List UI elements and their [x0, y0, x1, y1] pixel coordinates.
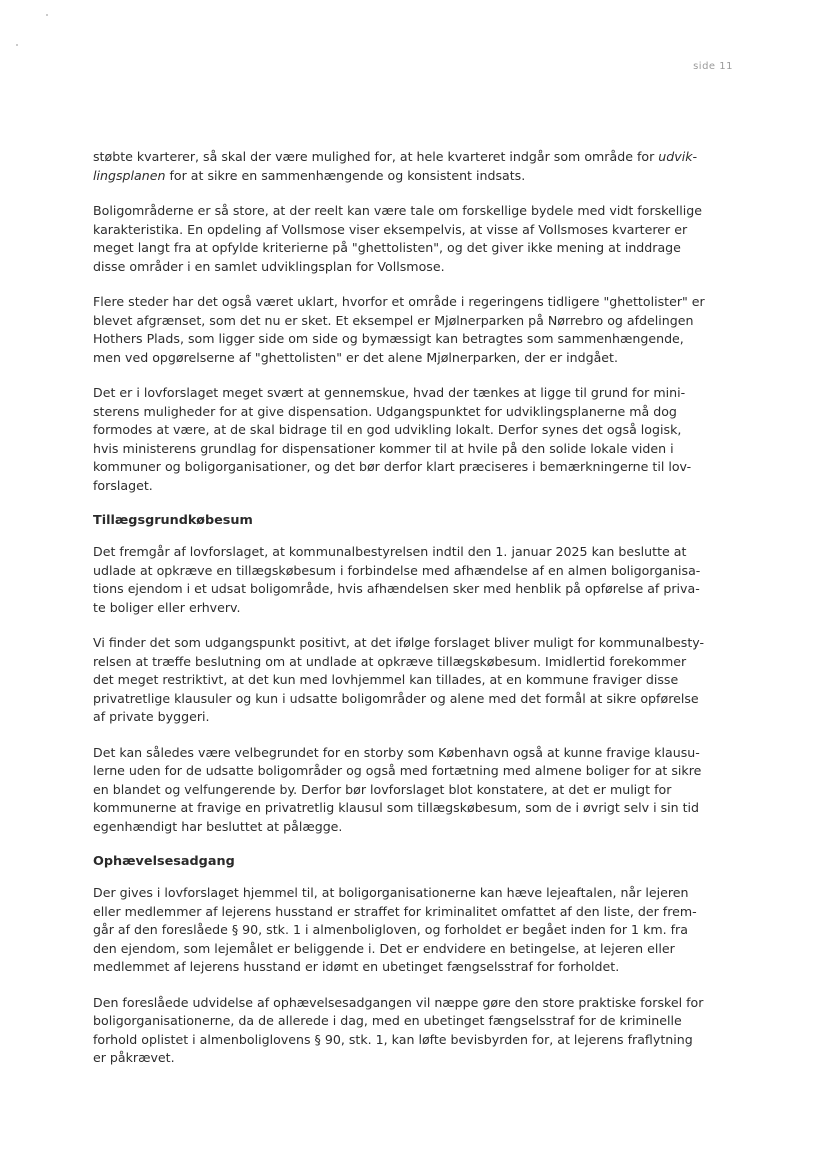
paragraph: [93, 148, 733, 185]
text-line: blevet afgrænset, som det nu er sket. Et eksempel er Mjølnerparken på Nørrebro og afdelingen: [93, 312, 694, 328]
text-line: Det fremgår af lovforslaget, at kommunalbestyrelsen indtil den 1. januar 2025 kan beslutte at: [93, 544, 687, 559]
text-line: forhold oplistet i almenboliglovens § 90, stk. 1, kan løfte bevisbyrden for, at lejerens fraflytning: [93, 1031, 693, 1047]
text-line: Det er i lovforslaget meget svært at gennemskue, hvad der tænkes at ligge til grund for mini-: [93, 385, 686, 400]
text-line: Det kan således være velbegrundet for en storby som København også at kunne fravige klausu-: [93, 744, 700, 760]
paragraph: [93, 634, 733, 727]
text-line: af private byggeri.: [93, 709, 210, 724]
text-line: formodes at være, at de skal bidrage til en god udvikling lokalt. Derfor synes det også logisk,: [93, 422, 682, 437]
text-line: medlemmet af lejerens husstand er idømt en ubetinget fængselsstraf for forholdet.: [93, 959, 620, 974]
text-line: kommuner og boligorganisationer, og det bør derfor klart præciseres i bemærkningerne til lov-: [93, 459, 692, 474]
text-line: den ejendom, som lejemålet er beliggende i. Det er endvidere en betingelse, at lejeren eller: [93, 940, 675, 956]
text-line: eller medlemmer af lejerens husstand er straffet for kriminalitet omfattet af den liste, der frem-: [93, 903, 697, 919]
text-line: te boliger eller erhverv.: [93, 599, 241, 615]
text-line: er påkrævet.: [93, 1050, 175, 1065]
italic-term: udvik-: [658, 149, 698, 164]
text-line: relsen at træffe beslutning om at undlade at opkræve tillægskøbesum. Imidlertid forekommer: [93, 653, 687, 669]
text-line: tions ejendom i et udsat boligområde, hvis afhændelsen sker med henblik på opførelse af priva-: [93, 581, 700, 596]
text-line: en blandet og velfungerende by. Derfor bør lovforslaget blot konstatere, at det er muligt for: [93, 781, 672, 797]
text-line: kommunerne at fravige en privatretlig klausul som tillægskøbesum, som de i øvrigt selv i sin tid: [93, 800, 700, 815]
text-line: lingsplanen for at sikre en sammenhængende og konsistent indsats.: [93, 167, 526, 183]
text-line: boligorganisationerne, da de allerede i dag, med en ubetinget fængselsstraf for de kriminelle: [93, 1013, 682, 1028]
text-line: meget langt fra at opfylde kriterierne på "ghettolisten", og det giver ikke mening at inddrage: [93, 240, 681, 255]
paragraph: [93, 884, 733, 977]
paragraph: [93, 202, 733, 276]
text-line: disse områder i en samlet udviklingsplan for Vollsmose.: [93, 258, 445, 274]
text-line: men ved opgørelserne af "ghettolisten" er det alene Mjølnerparken, der er indgået.: [93, 349, 619, 365]
text-line: Hothers Plads, som ligger side om side og bymæssigt kan betragtes som sammenhængende,: [93, 331, 684, 346]
text-line: Der gives i lovforslaget hjemmel til, at boligorganisationerne kan hæve lejeaftalen, når lejeren: [93, 885, 689, 900]
text-line: udlade at opkræve en tillægskøbesum i forbindelse med afhændelse af en almen boligorganisa-: [93, 562, 701, 578]
text-line: Vi finder det som udgangspunkt positivt, at det ifølge forslaget bliver muligt for kommunalbesty-: [93, 635, 705, 650]
text-line: forslaget.: [93, 477, 153, 493]
text-line: det meget restriktivt, at det kun med lovhjemmel kan tillades, at en kommune fraviger disse: [93, 672, 679, 687]
section-heading: Tillægsgrundkøbesum: [93, 513, 253, 528]
scan-speck: [46, 14, 48, 16]
paragraph: [93, 543, 733, 617]
page-number: side 11: [693, 61, 733, 72]
text-line: Flere steder har det også været uklart, hvorfor et område i regeringens tidligere "ghettolister" er: [93, 294, 705, 309]
text-line: sterens muligheder for at give dispensation. Udgangspunktet for udviklingsplanerne må dog: [93, 403, 677, 419]
section-heading: Ophævelsesadgang: [93, 854, 235, 869]
paragraph: [93, 293, 733, 367]
text-line: karakteristika. En opdeling af Vollsmose viser eksempelvis, at visse af Vollsmoses kvarterer er: [93, 221, 688, 237]
text-line: går af den foreslåede § 90, stk. 1 i almenboligloven, og forholdet er begået inden for 1 km. fra: [93, 922, 688, 937]
text-line: Boligområderne er så store, at der reelt kan være tale om forskellige bydele med vidt forskellige: [93, 203, 703, 218]
text-line: egenhændigt har besluttet at pålægge.: [93, 818, 343, 834]
text-line: Den foreslåede udvidelse af ophævelsesadgangen vil næppe gøre den store praktiske forskel for: [93, 994, 704, 1010]
text-line: støbte kvarterer, så skal der være mulighed for, at hele kvarteret indgår som område for udvik-: [93, 149, 698, 164]
paragraph: [93, 994, 733, 1068]
text-line: privatretlige klausuler og kun i udsatte boligområder og alene med det formål at sikre opførelse: [93, 690, 699, 706]
text-line: lerne uden for de udsatte boligområder og også med fortætning med almene boliger for at sikre: [93, 763, 702, 778]
scan-speck: [16, 44, 18, 46]
paragraph: [93, 384, 733, 495]
italic-term: lingsplanen: [93, 167, 166, 183]
document-body: [93, 148, 733, 1085]
paragraph: [93, 744, 733, 837]
text-line: hvis ministerens grundlag for dispensationer kommer til at hvile på den solide lokale viden i: [93, 440, 674, 456]
